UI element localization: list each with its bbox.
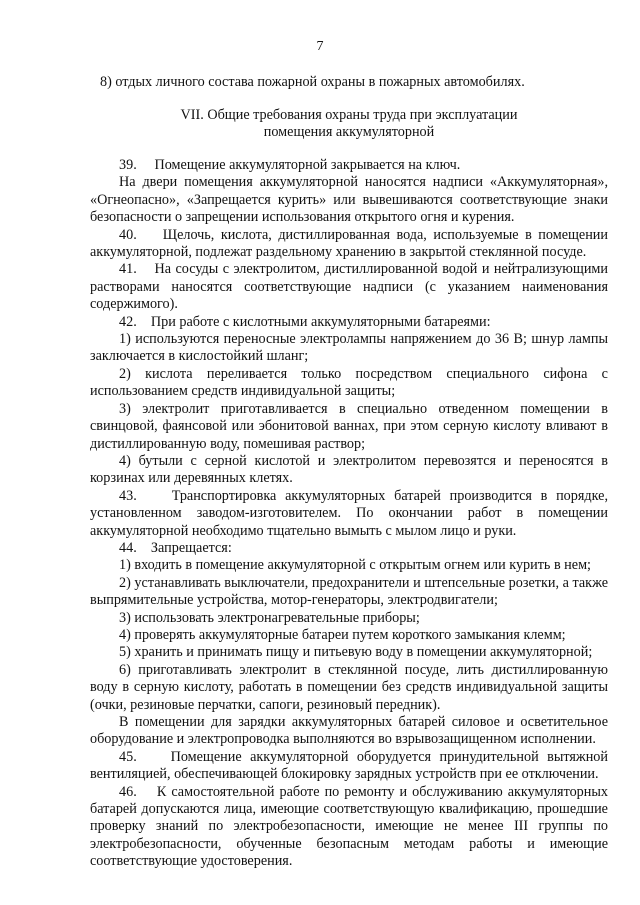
list-item: 3) электролит приготавливается в специально отведенном помещении в свинцовой, фаянсовой или эбонитовой ваннах, при этом серную кислоту вливают в дистиллированную воду, помешивая раствор; bbox=[90, 400, 608, 452]
section-heading bbox=[90, 107, 608, 141]
paragraph-45: 45. Помещение аккумуляторной оборудуется принудительной вытяжной вентиляцией, обеспечивающей блокировку зарядных устройств при ее отключении. bbox=[90, 748, 608, 783]
paragraph-44-equipment: В помещении для зарядки аккумуляторных батарей силовое и осветительное оборудование и электропроводка выполняются во взрывозащищенном исполнении. bbox=[90, 714, 608, 748]
list-item: 6) приготавливать электролит в стеклянной посуде, лить дистиллированную воду в серную кислоту, работать в помещении без средств индивидуальной защиты (очки, резиновые перчатки, сапоги, резиновый передник). bbox=[90, 661, 608, 713]
paragraph-41: 41. На сосуды с электролитом, дистиллированной водой и нейтрализующими растворами наносятся соответствующие надписи (с указанием наименования содержимого). bbox=[90, 261, 608, 313]
list-item: 1) используются переносные электролампы напряжением до 36 В; шнур лампы заключается в кислостойкий шланг; bbox=[90, 331, 608, 365]
list-item: 1) входить в помещение аккумуляторной с открытым огнем или курить в нем; bbox=[119, 557, 591, 574]
list-item: 5) хранить и принимать пищу и питьевую воду в помещении аккумуляторной; bbox=[119, 644, 593, 661]
paragraph-44: 44. Запрещается: bbox=[119, 539, 232, 556]
list-item: 4) бутыли с серной кислотой и электролитом перевозятся и переносятся в корзинах или деревянных клетях. bbox=[90, 452, 608, 487]
paragraph-39: 39. Помещение аккумуляторной закрывается на ключ. bbox=[119, 157, 461, 173]
list-item: 3) использовать электронагревательные приборы; bbox=[119, 609, 420, 626]
list-item: 2) кислота переливается только посредством специального сифона с использованием средств индивидуальной защиты; bbox=[90, 365, 608, 400]
paragraph-40: 40. Щелочь, кислота, дистиллированная вода, используемые в помещении аккумуляторной, подлежат раздельному хранению в закрытой стеклянной посуде. bbox=[90, 226, 608, 261]
paragraph-39-signs: На двери помещения аккумуляторной наносятся надписи «Аккумуляторная», «Огнеопасно», «Запрещается курить» или вывешиваются соответствующие знаки безопасности о запрещении использования открытого огня и курения. bbox=[90, 174, 608, 226]
list-item: 4) проверять аккумуляторные батареи путем короткого замыкания клемм; bbox=[119, 626, 566, 643]
section-body bbox=[90, 157, 608, 871]
lead-list-item: 8) отдых личного состава пожарной охраны в пожарных автомобилях. bbox=[100, 74, 525, 90]
paragraph-43: 43. Транспортировка аккумуляторных батарей производится в порядке, установленном заводом-изготовителем. По окончании работ в помещении аккумуляторной необходимо тщательно вымыть с мылом лицо и руки. bbox=[90, 487, 608, 539]
list-item: 2) устанавливать выключатели, предохранители и штепсельные розетки, а также выпрямительные устройства, мотор-генераторы, электродвигатели; bbox=[90, 574, 608, 609]
section-title-line-2: помещения аккумуляторной bbox=[263, 124, 435, 140]
paragraph-42: 42. При работе с кислотными аккумуляторными батареями: bbox=[119, 313, 491, 330]
section-title-line-1: VII. Общие требования охраны труда при эксплуатации bbox=[180, 107, 518, 123]
paragraph-46: 46. К самостоятельной работе по ремонту и обслуживанию аккумуляторных батарей допускаются лица, имеющие соответствующую квалификацию, прошедшие проверку знаний по электробезопасности, имеющие не менее III группы по электробезопасности, обученные безопасным методам работы и имеющие соответствующие удостоверения. bbox=[90, 783, 608, 870]
page-number: 7 bbox=[316, 39, 324, 54]
